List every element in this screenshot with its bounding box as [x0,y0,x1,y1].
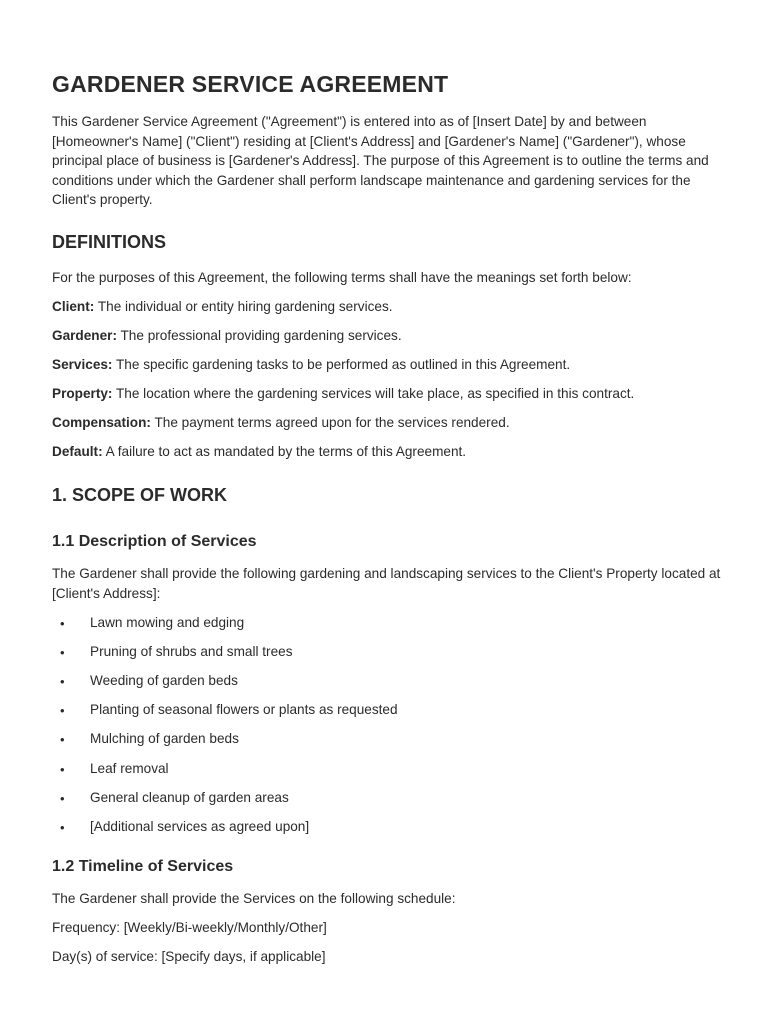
definition-property [52,384,634,403]
frequency-line: Frequency: [Weekly/Bi-weekly/Monthly/Other] [52,920,327,935]
definition-term: Client: [52,299,95,314]
timeline-lead: The Gardener shall provide the Services on the following schedule: [52,891,456,906]
bullet-icon: • [60,703,65,718]
bullet-icon: • [60,645,65,660]
definition-term: Compensation: [52,415,151,430]
definition-term: Services: [52,357,113,372]
definition-client [52,297,393,316]
list-item: Mulching of garden beds [90,731,239,746]
definition-text: The location where the gardening services will take place, as specified in this contract. [112,386,635,401]
intro-paragraph: This Gardener Service Agreement ("Agreement") is entered into as of [Insert Date] by and between [Homeowner's Name] ("Client") residing at [Client's Address] and [Gardener's Name] ("Gardener"), whose principal place of business is [Gardener's Address]. The purpose of this Agreement is to outline the terms and conditions under which the Gardener shall perform landscape maintenance and gardening services for the Client's property. [52,114,709,208]
list-item: [Additional services as agreed upon] [90,819,310,834]
definition-gardener [52,326,402,345]
document-title: GARDENER SERVICE AGREEMENT [52,71,449,97]
description-lead: The Gardener shall provide the following gardening and landscaping services to the Client's Property located at [Client's Address]: [52,566,721,601]
description-heading: 1.1 Description of Services [52,533,257,550]
timeline-heading: 1.2 Timeline of Services [52,858,234,875]
bullet-icon: • [60,616,65,631]
definitions-heading: DEFINITIONS [52,232,167,252]
definition-compensation [52,413,510,432]
bullet-icon: • [60,791,65,806]
definition-services [52,355,570,374]
definition-term: Default: [52,444,103,459]
list-item: General cleanup of garden areas [90,790,289,805]
definition-term: Property: [52,386,113,401]
definition-text: The specific gardening tasks to be performed as outlined in this Agreement. [112,357,571,372]
definition-text: A failure to act as mandated by the terms of this Agreement. [102,444,467,459]
list-item: Leaf removal [90,761,169,776]
list-item: Lawn mowing and edging [90,615,245,630]
definition-text: The professional providing gardening services. [116,328,402,343]
scope-heading: 1. SCOPE OF WORK [52,485,228,505]
definition-default [52,442,466,461]
definition-term: Gardener: [52,328,117,343]
list-item: Planting of seasonal flowers or plants as requested [90,702,398,717]
definition-text: The payment terms agreed upon for the services rendered. [150,415,510,430]
list-item: Weeding of garden beds [90,673,238,688]
bullet-icon: • [60,820,65,835]
service-days-line: Day(s) of service: [Specify days, if applicable] [52,949,326,964]
definition-text: The individual or entity hiring gardening services. [94,299,393,314]
bullet-icon: • [60,674,65,689]
definitions-lead: For the purposes of this Agreement, the following terms shall have the meanings set forth below: [52,270,632,285]
list-item: Pruning of shrubs and small trees [90,644,293,659]
bullet-icon: • [60,732,65,747]
bullet-icon: • [60,762,65,777]
